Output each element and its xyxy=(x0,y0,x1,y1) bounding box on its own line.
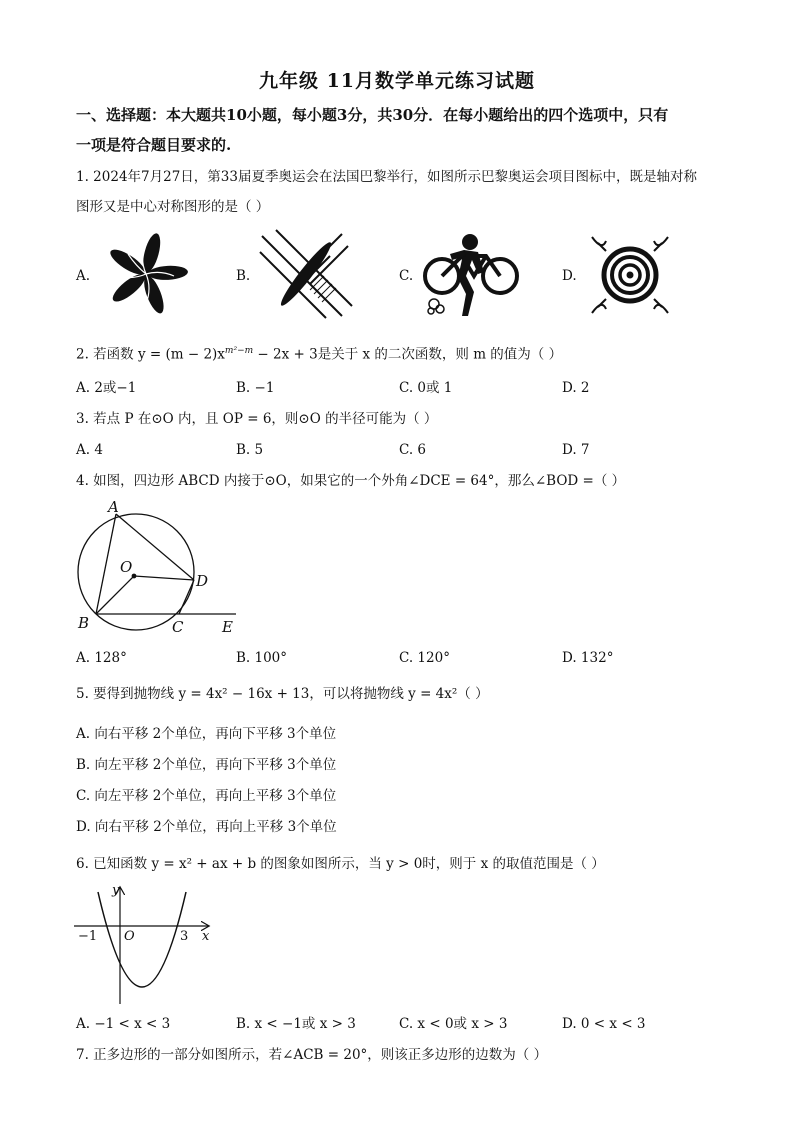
q4-stem: 4. 如图，四边形 ABCD 内接于⊙O，如果它的一个外角∠DCE = 64°，那么∠BOD =（ ） xyxy=(76,473,626,489)
q6-label-neg1: −1 xyxy=(78,929,98,944)
q3-stem: 3. 若点 P 在⊙O 内，且 OP = 6，则⊙O 的半径可能为（ ） xyxy=(76,411,438,427)
q4-circle-figure xyxy=(72,498,244,642)
q4-label-b: B xyxy=(78,614,90,632)
q2-option-b: B. −1 xyxy=(236,380,275,396)
q4-option-a: A. 128° xyxy=(76,650,127,666)
q6-option-b: B. x < −1或 x > 3 xyxy=(236,1016,356,1032)
q4-label-e: E xyxy=(222,618,233,636)
q2-option-a: A. 2或−1 xyxy=(76,380,137,396)
q3-option-c: C. 6 xyxy=(399,442,427,458)
page-title: 九年级 11月数学单元练习试题 xyxy=(258,70,536,92)
q6-option-d: D. 0 < x < 3 xyxy=(562,1016,646,1032)
q2-exponent: m²−m xyxy=(224,346,254,356)
q3-option-a: A. 4 xyxy=(76,442,103,458)
target-icon xyxy=(588,233,672,317)
q4-label-d: D xyxy=(196,572,209,590)
q6-parabola-graph xyxy=(74,882,220,1008)
q4-option-d: D. 132° xyxy=(562,650,614,666)
q7-stem: 7. 正多边形的一部分如图所示，若∠ACB = 20°，则该正多边形的边数为（ ） xyxy=(76,1047,548,1063)
q4-option-b: B. 100° xyxy=(236,650,288,666)
sailing-icon xyxy=(258,228,354,320)
windmill-icon xyxy=(100,230,192,318)
q6-option-a: A. −1 < x < 3 xyxy=(76,1016,171,1032)
q4-label-c: C xyxy=(172,618,184,636)
q5-stem: 5. 要得到抛物线 y = 4x² − 16x + 13，可以将抛物线 y = 4x²（ ） xyxy=(76,686,489,702)
q5-option-b: B. 向左平移 2个单位，再向下平移 3个单位 xyxy=(76,757,337,773)
q2-option-d: D. 2 xyxy=(562,380,590,396)
q6-stem: 6. 已知函数 y = x² + ax + b 的图象如图所示，当 y > 0时，则于 x 的取值范围是（ ） xyxy=(76,856,605,872)
q1-option-b: B. xyxy=(236,268,251,284)
q1-line1: 1. 2024年7月27日，第33届夏季奥运会在法国巴黎举行，如图所示巴黎奥运会项目图标中，既是轴对称 xyxy=(76,169,697,185)
q2-stem xyxy=(76,338,726,368)
q1-option-a: A. xyxy=(76,268,91,284)
q4-option-c: C. 120° xyxy=(399,650,450,666)
q6-label-origin: O xyxy=(124,929,135,944)
q3-option-d: D. 7 xyxy=(562,442,590,458)
section-heading-line1: 一、选择题：本大题共10小题，每小题3分，共30分．在每小题给出的四个选项中，只有 xyxy=(76,106,669,124)
q6-option-c: C. x < 0或 x > 3 xyxy=(399,1016,508,1032)
q5-option-d: D. 向右平移 2个单位，再向上平移 3个单位 xyxy=(76,819,337,835)
q1-option-d: D. xyxy=(562,268,577,284)
q2-option-c: C. 0或 1 xyxy=(399,380,453,396)
q4-label-a: A xyxy=(108,498,119,516)
section-heading-line2: 一项是符合题目要求的. xyxy=(76,136,232,154)
q3-option-b: B. 5 xyxy=(236,442,264,458)
q6-x-axis-label: x xyxy=(202,929,210,944)
q1-line2: 图形又是中心对称图形的是（ ） xyxy=(76,199,270,215)
q2-text-part2: − 2x + 3是关于 x 的二次函数，则 m 的值为（ ） xyxy=(253,346,563,363)
cyclist-icon xyxy=(420,232,520,318)
q6-y-axis-label: y xyxy=(112,883,120,898)
q1-option-c: C. xyxy=(399,268,414,284)
q6-label-3: 3 xyxy=(180,929,189,944)
q5-option-c: C. 向左平移 2个单位，再向上平移 3个单位 xyxy=(76,788,337,804)
q2-text-part1: 2. 若函数 y = (m − 2)x xyxy=(76,346,225,363)
q5-option-a: A. 向右平移 2个单位，再向下平移 3个单位 xyxy=(76,726,337,742)
q4-label-o: O xyxy=(120,558,133,576)
